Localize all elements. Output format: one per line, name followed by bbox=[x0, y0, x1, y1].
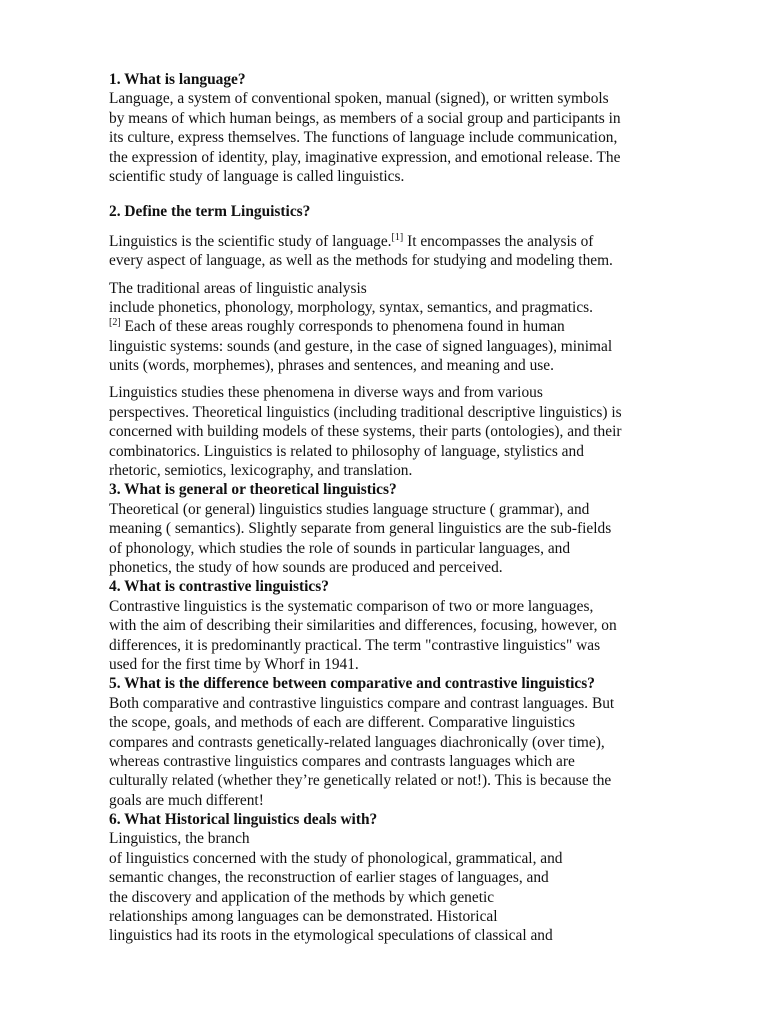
q5-line: the scope, goals, and methods of each are different. Comparative linguistics bbox=[109, 714, 575, 732]
q1-line: its culture, express themselves. The functions of language include communication, bbox=[109, 129, 618, 147]
q2-p3-line: rhetoric, semiotics, lexicography, and translation. bbox=[109, 462, 413, 480]
q5-line: whereas contrastive linguistics compares and contrasts languages which are bbox=[109, 752, 575, 770]
q1-line: scientific study of language is called linguistics. bbox=[109, 167, 405, 185]
q6-line: linguistics had its roots in the etymological speculations of classical and bbox=[109, 927, 553, 945]
q6-line: relationships among languages can be demonstrated. Historical bbox=[109, 908, 498, 926]
q2-p3-line: Linguistics studies these phenomena in diverse ways and from various bbox=[109, 384, 543, 402]
q2-p2-line bbox=[109, 317, 719, 336]
q2-p2-line: linguistic systems: sounds (and gesture, in the case of signed languages), minimal bbox=[109, 337, 613, 355]
q2-heading: 2. Define the term Linguistics? bbox=[109, 203, 311, 221]
q4-line: differences, it is predominantly practical. The term "contrastive linguistics" was bbox=[109, 636, 601, 654]
citation-2-link[interactable]: [2] bbox=[109, 317, 121, 329]
q2-p1-line bbox=[109, 232, 719, 251]
q6-heading: 6. What Historical linguistics deals with? bbox=[109, 811, 378, 829]
q5-line: goals are much different! bbox=[109, 791, 264, 809]
q2-p2-line: The traditional areas of linguistic analysis bbox=[109, 279, 367, 297]
q2-p1-line: every aspect of language, as well as the methods for studying and modeling them. bbox=[109, 252, 613, 270]
q3-answer bbox=[109, 500, 719, 578]
q2-p2-text: Each of these areas roughly corresponds to phenomena found in human bbox=[120, 318, 565, 336]
q6-line: the discovery and application of the methods by which genetic bbox=[109, 888, 495, 906]
q6-line: Linguistics, the branch bbox=[109, 830, 250, 848]
document-page bbox=[109, 70, 719, 946]
q5-line: compares and contrasts genetically-related languages diachronically (over time), bbox=[109, 733, 605, 751]
q2-p1-text: It encompasses the analysis of bbox=[403, 232, 594, 250]
q5-answer bbox=[109, 694, 719, 810]
q1-heading: 1. What is language? bbox=[109, 71, 246, 88]
q1-answer bbox=[109, 89, 719, 186]
q2-p2-line: units (words, morphemes), phrases and sentences, and meaning and use. bbox=[109, 357, 554, 375]
q6-line: semantic changes, the reconstruction of earlier stages of languages, and bbox=[109, 869, 549, 887]
q5-line: culturally related (whether they’re genetically related or not!). This is because the bbox=[109, 772, 612, 790]
q6-line: of linguistics concerned with the study of phonological, grammatical, and bbox=[109, 849, 563, 867]
q4-heading: 4. What is contrastive linguistics? bbox=[109, 578, 329, 596]
q3-line: of phonology, which studies the role of sounds in particular languages, and bbox=[109, 539, 571, 557]
q1-line: the expression of identity, play, imaginative expression, and emotional release. The bbox=[109, 148, 621, 166]
q2-p2-line: include phonetics, phonology, morphology, syntax, semantics, and pragmatics. bbox=[109, 298, 593, 316]
q4-line: Contrastive linguistics is the systematic comparison of two or more languages, bbox=[109, 597, 594, 615]
q3-heading: 3. What is general or theoretical linguistics? bbox=[109, 481, 397, 499]
q2-paragraph-2 bbox=[109, 279, 719, 376]
q2-p3-line: concerned with building models of these systems, their parts (ontologies), and their bbox=[109, 423, 622, 441]
q3-line: Theoretical (or general) linguistics studies language structure ( grammar), and bbox=[109, 500, 590, 518]
q2-paragraph-3 bbox=[109, 383, 719, 480]
q2-p1-text: Linguistics is the scientific study of language. bbox=[109, 232, 392, 250]
q4-line: used for the first time by Whorf in 1941. bbox=[109, 655, 359, 673]
q3-line: meaning ( semantics). Slightly separate from general linguistics are the sub-fields bbox=[109, 520, 612, 538]
q2-p3-line: perspectives. Theoretical linguistics (including traditional descriptive linguistics) is bbox=[109, 403, 622, 421]
citation-1-link[interactable]: [1] bbox=[391, 231, 404, 243]
q6-answer bbox=[109, 829, 719, 945]
q4-answer bbox=[109, 597, 719, 675]
q5-heading: 5. What is the difference between comparative and contrastive linguistics? bbox=[109, 675, 595, 693]
q5-line: Both comparative and contrastive linguistics compare and contrast languages. But bbox=[109, 694, 615, 712]
q4-line: with the aim of describing their similarities and differences, focusing, however, on bbox=[109, 617, 617, 635]
q1-line: Language, a system of conventional spoken, manual (signed), or written symbols bbox=[109, 90, 609, 108]
q2-p3-line: combinatorics. Linguistics is related to philosophy of language, stylistics and bbox=[109, 442, 584, 460]
q2-paragraph-1 bbox=[109, 232, 719, 271]
q1-line: by means of which human beings, as members of a social group and participants in bbox=[109, 109, 621, 127]
q3-line: phonetics, the study of how sounds are produced and perceived. bbox=[109, 558, 503, 576]
